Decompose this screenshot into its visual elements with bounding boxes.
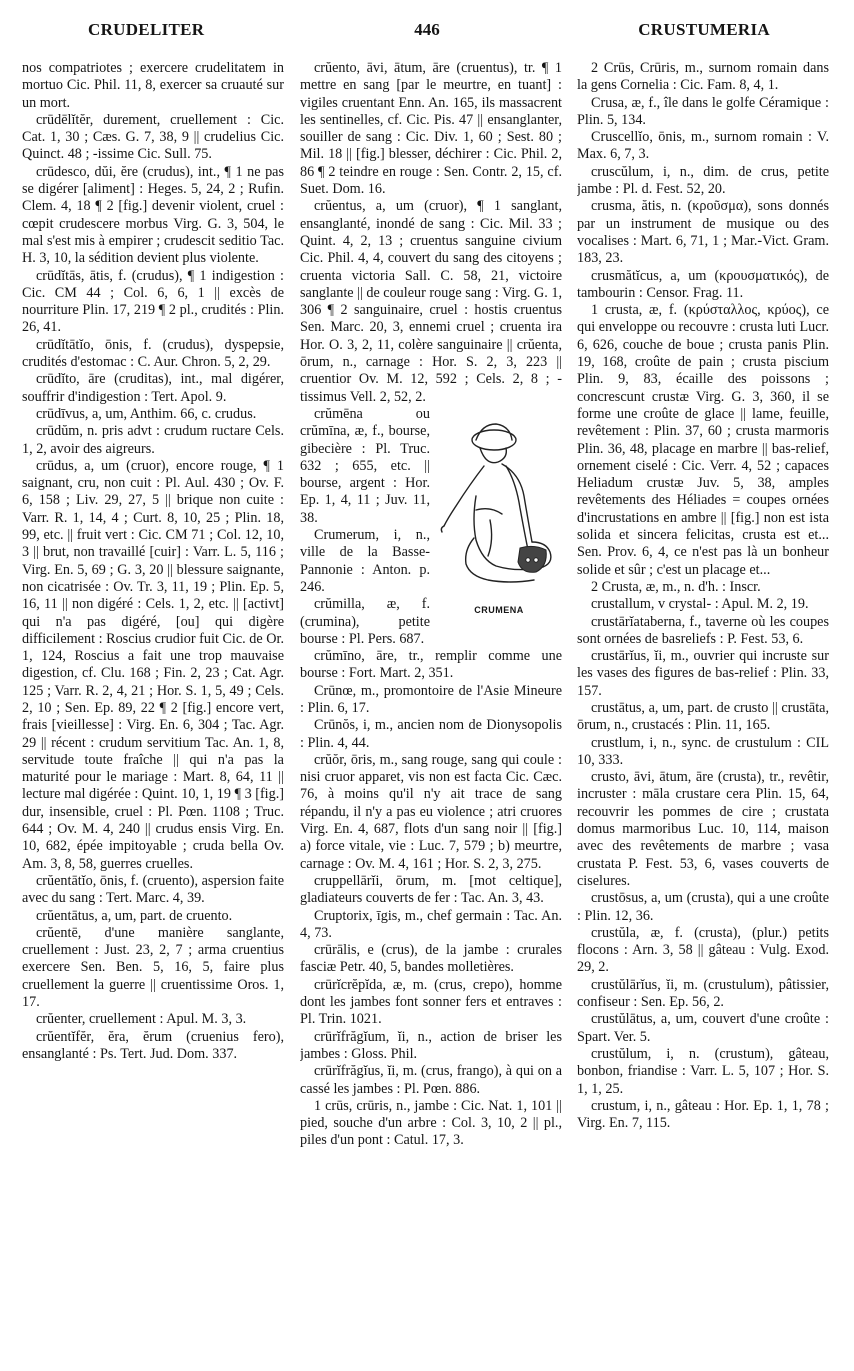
dictionary-entry: crūdĭto, āre (cruditas), int., mal digérer, souffrir d'indigestion : Tert. Apol. 9. (22, 371, 284, 405)
dictionary-entry: crūrĭfrăgĭum, ĭi, n., action de briser les jambes : Gloss. Phil. (300, 1028, 562, 1062)
dictionary-entry: crūdĭtātĭo, ōnis, f. (crudus), dyspepsie, crudités d'estomac : C. Aur. Chron. 5, 2, 29. (22, 336, 284, 371)
dictionary-entry: crustŭlārĭus, ĭi, m. (crustulum), pâtissier, confiseur : Sen. Ep. 56, 2. (577, 976, 829, 1011)
dictionary-entry: cruppellārĭi, ōrum, m. [mot celtique], gladiateurs couverts de fer : Tac. An. 3, 43. (300, 872, 562, 907)
dictionary-entry: crusto, āvi, ātum, āre (crusta), tr., revêtir, incruster : māla crustare cera Plin. 15, 64, recouvrir les pommes de cire ; crustata domus marmoribus Luc. 10, 114, maison avec des revêtements de marbre ; vasa crustata P. Fest. 53, 6, vases couverts de ciselures. (577, 769, 829, 889)
dictionary-entry: crūdus, a, um (cruor), encore rouge, ¶ 1 saignant, cru, non cuit : Pl. Aul. 430 ; Ov. F. 6, 158 ; Liv. 29, 27, 5 || brique non cuite : Varr. R. 1, 14, 4 ; Curt. 8, 10, 25 ; Plin. 18, 99, etc. || fruit vert : Cic. CM 71 ; Col. 12, 10, 3 || brut, non travaillé [cuir] : Varr. L. 5, 116 ; Virg. En. 5, 69 ; G. 3, 20 || blessure saignante, non cicatrisée : Ov. Tr. 3, 11, 19 ; Plin. Ep. 5, 16, 11 || non digéré : Cels. 1, 2, etc. || [activt] qui n'a pas digéré, [ou] qui digère difficilement : Roscius crudior fuit Cic. de Or. 1, 124, Roscius a fait une trop mauvaise digestion, cf. Clu. 168 ; Fin. 2, 23 ; Cat. Agr. 125 ; Varr. R. 2, 4, 21 ; Hor. S. 1, 5, 49 ; Cels. 2, 10 ; Sen. Ep. 89, 22 ¶ 2 [fig.] encore vert, frais [vieillesse] : Virg. En. 6, 304 ; Tac. Agr. 29 || récent : crudum servitium Tac. An. 1, 8, servitude toute fraîche || qui n'a pas la maturité pour le mariage : Mart. 8, 64, 11 || lecture mal digérée : Quint. 10, 1, 19 ¶ 3 [fig.] dur, insensible, cruel : Pl. Pœn. 1108 ; Truc. 644 ; Ov. M. 4, 240 || crudus ensis Virg. En. 10, 682, épée impitoyable ; cruda bella Ov. Am. 3, 8, 58, guerres cruelles. (22, 457, 284, 872)
page-header (0, 0, 854, 42)
dictionary-entry: crūdesco, dŭi, ĕre (crudus), int., ¶ 1 ne pas se digérer [aliment] : Heges. 5, 24, 2 ; Rufin. Clem. 4, 18 ¶ 2 [fig.] devenir violent, cruel : cœpit crudescere morbus Virg. G. 3, 504, le mal s'est mis à empirer ; crudescit seditio Tac. H. 3, 10, la sédition devient plus violente. (22, 163, 284, 267)
dictionary-entry: crustŭlum, i, n. (crustum), gâteau, bonbon, friandise : Varr. L. 5, 107 ; Hor. S. 1, 1, 25. (577, 1045, 829, 1097)
dictionary-entry: crustātus, a, um, part. de crusto || crustāta, ōrum, n., crustacés : Plin. 11, 165. (577, 699, 829, 734)
dictionary-entry: crustallum, v crystal- : Apul. M. 2, 19. (591, 596, 809, 613)
page-number: 446 (414, 20, 440, 39)
dictionary-entry: Crusa, æ, f., île dans le golfe Céramique : Plin. 5, 134. (577, 94, 829, 128)
dictionary-entry: crustŭla, æ, f. (crusta), (plur.) petits flocons : Arn. 3, 58 || gâteau : Vulg. Exod. 29, 2. (577, 924, 829, 976)
dictionary-entry: Cruptorix, īgis, m., chef germain : Tac. An. 4, 73. (300, 907, 562, 941)
dictionary-entry: crusma, ătis, n. (κροῦσμα), sons donnés par un instrument de musique ou des vocalises : Mart. 6, 71, 1 ; Mar.-Vict. Gram. 183, 23. (577, 198, 829, 267)
dictionary-entry: crustōsus, a, um (crusta), qui a une croûte : Plin. 12, 36. (577, 890, 829, 924)
dictionary-entry: crŭento, āvi, ātum, āre (cruentus), tr. ¶ 1 mettre en sang [par le meurtre, en tuant] : vigiles cruentant Enn. An. 165, ils massacrent les sentinelles, cf. Cic. Pis. 47 || ensanglanter, souiller de sang : Cic. Div. 1, 60 ; Sest. 80 ; Mil. 18 || [fig.] blesser, déchirer : Cic. Phil. 2, 86 ¶ 2 teindre en rouge : Sen. Contr. 2, 15, cf. Suet. Dom. 16. (300, 60, 562, 198)
dictionary-entry: crustlum, i, n., sync. de crustulum : CIL 10, 333. (577, 734, 829, 768)
dictionary-entry: crŭentē, d'une manière sanglante, cruellement : Just. 23, 2, 7 ; arma cruentius exercere Sen. Ben. 5, 16, 5, faire plus cruellement la guerre || cruentissime Oros. 1, 17. (22, 924, 284, 1011)
dictionary-entry: crŭentātĭo, ōnis, f. (cruento), aspersion faite avec du sang : Tert. Marc. 4, 39. (22, 872, 284, 907)
dictionary-entry: crŭŏr, ōris, m., sang rouge, sang qui coule : nisi cruor apparet, vis non est facta Cic. Cæc. 76, à moins qu'il n'y ait trace de sang répandu, il n'y a pas eu violence ; atri cruores Virg. En. 4, 687, flots d'un sang noir || [fig.] a) force vitale, vie : Luc. 7, 579 ; b) meurtre, carnage : Ov. M. 4, 161 ; Hor. S. 2, 3, 275. (300, 751, 562, 872)
seated-figure-drawing (436, 410, 562, 600)
dictionary-entry: Cruscellĭo, ōnis, m., surnom romain : V. Max. 6, 7, 3. (577, 129, 829, 163)
dictionary-entry: crŭmīno, āre, tr., remplir comme une bourse : Fort. Mart. 2, 351. (300, 648, 562, 682)
dictionary-entry: Crumerum, i, n., ville de la Basse-Pannonie : Anton. p. 246. (300, 527, 430, 595)
dictionary-entry: crŭentus, a, um (cruor), ¶ 1 sanglant, ensanglanté, inondé de sang : Cic. Mil. 33 ; Quint. 4, 2, 13 ; cruentus sanguine civium Cic. Phil. 4, 4, couvert du sang des citoyens ; cruenta victoria Sall. C. 58, 21, victoire sanglante || de couleur rouge sang : Virg. G. 1, 306 ¶ 2 sanguinaire, cruel : hostis cruentus Sen. Marc. 20, 3, ennemi cruel ; cruenta ira Hor. O. 3, 2, 11, colère sanguinaire || crŭenta, ōrum, n., carnage : Hor. S. 2, 3, 223 || cruentior Ov. M. 12, 592 ; Cels. 2, 8 ; -tissimus Vell. 2, 52, 2. (300, 198, 562, 405)
dictionary-entry: nos compatriotes ; exercere crudelitatem in mortuo Cic. Phil. 11, 8, exercer sa cruauté sur un mort. (22, 60, 284, 111)
dictionary-entry: crusmătĭcus, a, um (κρουσματικός), de tambourin : Censor. Frag. 11. (577, 267, 829, 301)
dictionary-entry: crūrĭfrăgĭus, ĭi, m. (crus, frango), à qui on a cassé les jambes : Pl. Pœn. 886. (300, 1063, 562, 1097)
dictionary-entry: crŭmēna ou crŭmīna, æ, f., bourse, gibecière : Pl. Truc. 632 ; 655, etc. || bourse, argent : Hor. Ep. 1, 4, 11 ; Juv. 11, 38. (300, 405, 430, 526)
illustration-caption: CRUMENA (474, 604, 524, 615)
dictionary-entry: crustum, i, n., gâteau : Hor. Ep. 1, 1, 78 ; Virg. En. 7, 115. (577, 1097, 829, 1132)
column-1 (22, 60, 284, 1360)
crumena-illustration (436, 410, 562, 614)
dictionary-entry: Crūnœ, m., promontoire de l'Asie Mineure : Plin. 6, 17. (300, 682, 562, 716)
dictionary-entry: crŭentĭfĕr, ĕra, ĕrum (cruenius fero), ensanglanté : Ps. Tert. Jud. Dom. 337. (22, 1028, 284, 1062)
dictionary-entry: 2 Crūs, Crūris, m., surnom romain dans la gens Cornelia : Cic. Fam. 8, 4, 1. (577, 60, 829, 94)
dictionary-entry: crustŭlātus, a, um, couvert d'une croûte : Spart. Ver. 5. (577, 1011, 829, 1045)
dictionary-entry: crustārĭus, ĭi, m., ouvrier qui incruste sur les vases des figures de bas-relief : Plin. 33, 157. (577, 648, 829, 699)
dictionary-entry: 1 crūs, crūris, n., jambe : Cic. Nat. 1, 101 || pied, souche d'un arbre : Col. 3, 10, 2 || pl., piles d'un pont : Catul. 17, 3. (300, 1097, 562, 1149)
column-2 (300, 60, 562, 1360)
running-head-right: CRUSTUMERIA (638, 20, 770, 39)
dictionary-entry: crustārĭataberna, f., taverne où les coupes sont ornées de basreliefs : P. Fest. 53, 6. (577, 613, 829, 647)
dictionary-entry: cruscŭlum, i, n., dim. de crus, petite jambe : Pl. d. Fest. 52, 20. (577, 163, 829, 198)
dictionary-entry: crŭmilla, æ, f. (crumina), petite bourse : Pl. Pers. 687. (300, 596, 430, 647)
dictionary-entry: crūrĭcrĕpĭda, æ, m. (crus, crepo), homme dont les jambes font sonner fers et entraves : Pl. Trin. 1021. (300, 976, 562, 1028)
dictionary-entry: crūdīvus, a, um, Anthim. 66, c. crudus. (36, 405, 257, 422)
dictionary-entry: crŭenter, cruellement : Apul. M. 3, 3. (36, 1011, 247, 1028)
dictionary-entry: Crūnŏs, i, m., ancien nom de Dionysopolis : Plin. 4, 44. (300, 717, 562, 751)
dictionary-entry: crūdēlĭtĕr, durement, cruellement : Cic. Cat. 1, 30 ; Cæs. G. 7, 38, 9 || crudelius Cic. Quinct. 48 ; -issime Cic. Sull. 75. (22, 111, 284, 163)
dictionary-entry: crūdĭtās, ātis, f. (crudus), ¶ 1 indigestion : Cic. CM 44 ; Col. 6, 6, 1 || excès de nourriture Plin. 17, 219 ¶ 2 pl., crudités : Plin. 26, 41. (22, 267, 284, 336)
dictionary-entry: crūrālis, e (crus), de la jambe : crurales fasciæ Petr. 40, 5, bandes molletières. (300, 942, 562, 976)
dictionary-entry: 2 Crusta, æ, m., n. d'h. : Inscr. (591, 578, 761, 595)
dictionary-entry: 1 crusta, æ, f. (κρύσταλλος, κρύος), ce qui enveloppe ou recouvre : crusta luti Lucr. 6, 626, couche de boue ; crusta panis Plin. 19, 168, croûte de pain ; crusta piscium Plin. 9, 83, écaille des poissons ; concrescunt crustæ Virg. G. 3, 360, il se forme une croûte de glace || lame, feuille, revêtement : Plin. 37, 60 ; crusta marmoris Plin. 36, 48, placage en marbre || bas-relief, ornement ciselé : Cic. Verr. 4, 52 ; capaces Heliadum crustæ Juv. 5, 38, amples revêtements des Héliades = coupes ornées d'incrustations en ambre || [fig.] non est ista solida et sincera felicitas, crusta est et... Sen. Prov. 6, 4, ce n'est pas là un bonheur solide et sûr ; c'est un placage et... (577, 302, 829, 578)
dictionary-entry: crūdŭm, n. pris advt : crudum ructare Cels. 1, 2, avoir des aigreurs. (22, 423, 284, 457)
dictionary-entry: crŭentātus, a, um, part. de cruento. (36, 907, 233, 924)
running-head-left: CRUDELITER (88, 20, 205, 39)
column-3 (577, 60, 829, 1360)
